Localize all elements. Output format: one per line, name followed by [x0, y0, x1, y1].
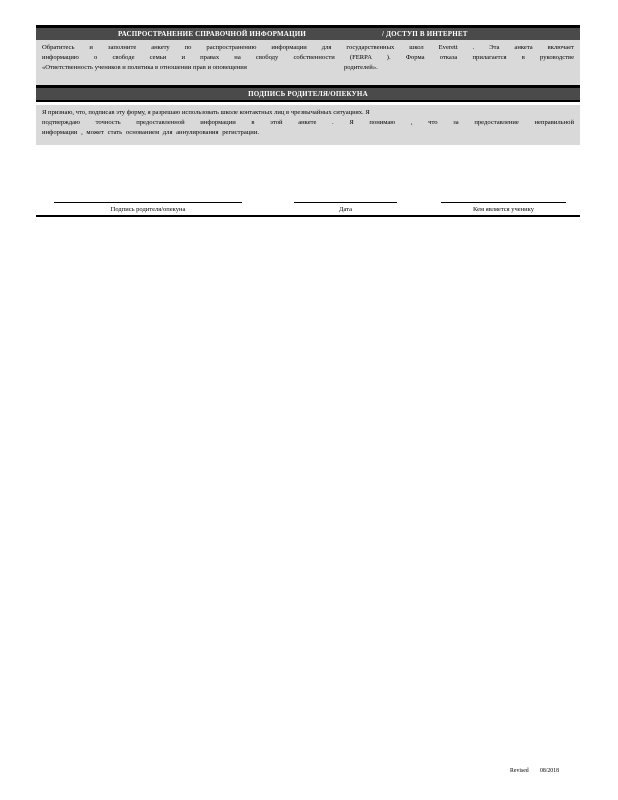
relation-line[interactable]: [441, 202, 566, 203]
section1-title-left: РАСПРОСТРАНЕНИЕ СПРАВОЧНОЙ ИНФОРМАЦИИ: [118, 30, 307, 38]
section1-line3: [42, 63, 574, 73]
section2-header: [36, 88, 580, 100]
section2-bottom-rule: [36, 100, 580, 102]
parent-signature-label: Подпись родителя/опекуна: [110, 206, 186, 213]
section2-body: [36, 105, 580, 145]
revised-label: Revised: [510, 768, 529, 774]
relation-label: Кем является ученику: [473, 206, 534, 213]
date-label: Дата: [339, 206, 352, 213]
parent-signature-line[interactable]: [54, 202, 242, 203]
date-line[interactable]: [294, 202, 397, 203]
section1-line3a: «Ответственность учеников и политика в отношении прав и оповещения: [42, 64, 247, 71]
section1-line3b: родителей».: [344, 64, 378, 71]
section2-title: ПОДПИСЬ РОДИТЕЛЯ/ОПЕКУНА: [248, 90, 368, 98]
section1-title-right: / ДОСТУП В ИНТЕРНЕТ: [382, 30, 468, 38]
section2-line1: Я признаю, что, подписав эту форму, я разрешаю использовать школе контактных лиц в чрезвычайных ситуациях. Я: [42, 109, 370, 116]
section1-line2: информацию о свободе семьи и правах на свободу собственности (FERPA ). Форма отказа прилагается в руководстве: [42, 54, 574, 61]
section1-header: [36, 28, 580, 40]
revised-date: 08/2018: [540, 768, 560, 774]
section2-line3: информации , может стать основанием для аннулирования регистрации.: [42, 129, 260, 136]
section1-body: [36, 40, 580, 86]
signature-bottom-rule: [36, 215, 580, 217]
section2-line2: подтверждаю точность предоставленной информации в этой анкете . Я понимаю , что за предоставление неправильной: [42, 119, 574, 126]
section1-line1: Обратитесь и заполните анкету по распространению информации для государственных школ Everett . Эта анкета включает: [42, 44, 574, 51]
